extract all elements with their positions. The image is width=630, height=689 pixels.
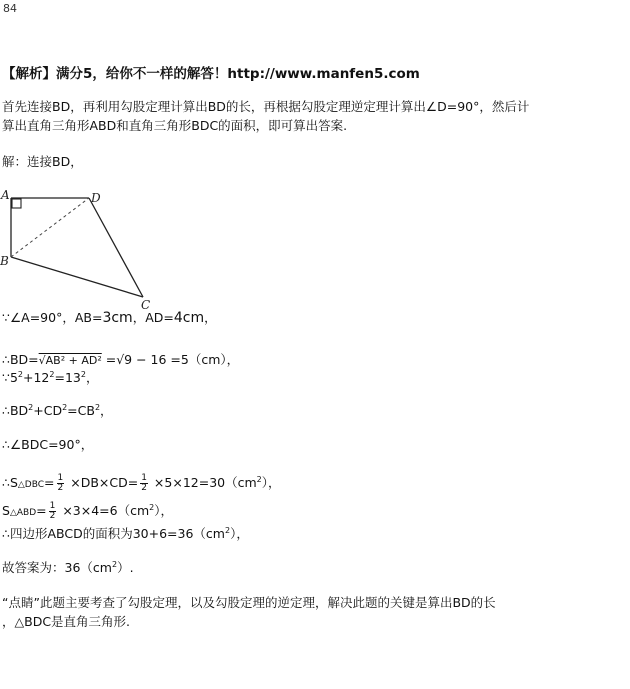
final-answer bbox=[2, 558, 134, 576]
answer-prefix: 故答案为：36（cm bbox=[2, 560, 112, 575]
frac-num-3: 1 bbox=[49, 501, 56, 511]
frac-num-2: 1 bbox=[141, 473, 147, 483]
area-abd-mid: ×3×4=6（cm bbox=[58, 503, 150, 518]
total-area-close: ）， bbox=[230, 526, 249, 541]
side-bc bbox=[11, 257, 143, 297]
area-abd-eq: = bbox=[36, 503, 47, 518]
total-area-text: ∴四边形ABCD的面积为30+6=36（cm bbox=[2, 526, 225, 541]
area-dbc-unit-sup: 2 bbox=[256, 474, 262, 484]
fraction-half-2 bbox=[140, 474, 148, 493]
vertex-label-a: A bbox=[1, 188, 10, 202]
vertex-label-c: C bbox=[141, 298, 151, 310]
fraction-half bbox=[57, 474, 65, 493]
answer-sup: 2 bbox=[111, 559, 118, 569]
area-dbc-end: ×5×12=30（cm bbox=[149, 475, 257, 490]
area-dbc-sub: △DBC bbox=[17, 480, 45, 490]
step-total-area bbox=[2, 524, 249, 542]
frac-den-3: 2 bbox=[49, 511, 56, 521]
rel-sup3: 2 bbox=[94, 402, 101, 412]
area-dbc-mid: ×DB×CD= bbox=[66, 475, 139, 490]
intro-line-2: 算出直角三角形ABD和直角三角形BDC的面积，即可算出答案. bbox=[2, 118, 348, 133]
given-prefix: ∵∠A=90°，AB= bbox=[2, 310, 103, 325]
pyth-five: ∵5 bbox=[2, 370, 18, 385]
analysis-bracket-label: 【解析】 bbox=[2, 66, 56, 82]
bd-result: =√9 − 16 =5（cm）， bbox=[101, 352, 240, 367]
step-bd-cd-relation bbox=[2, 401, 113, 419]
pyth-sup-a: 2 bbox=[17, 369, 23, 379]
area-abd-sub: △ABD bbox=[9, 508, 37, 518]
area-abd-close: ）， bbox=[154, 503, 174, 518]
analysis-header bbox=[2, 62, 420, 82]
pyth-thirteen: =13 bbox=[54, 370, 81, 385]
side-dc bbox=[89, 198, 143, 297]
step-area-dbc bbox=[2, 473, 281, 493]
given-ad: 4cm bbox=[173, 310, 205, 326]
frac-num: 1 bbox=[57, 473, 64, 483]
rel-cb: =CB bbox=[67, 403, 95, 418]
site-slogan: 满分5，给你不一样的解答！http://www.manfen5.com bbox=[56, 66, 420, 82]
area-dbc-s: ∴S bbox=[2, 475, 18, 490]
step-angle-bdc: ∴∠BDC=90°， bbox=[2, 437, 94, 452]
rel-sup1: 2 bbox=[28, 402, 34, 412]
pyth-end: ， bbox=[85, 370, 99, 385]
given-end: ， bbox=[204, 310, 217, 325]
bd-sqrt: √AB² + AD² bbox=[38, 354, 102, 367]
vertex-label-b: B bbox=[0, 254, 9, 268]
step-pythagorean-check bbox=[2, 368, 98, 386]
right-angle-mark bbox=[12, 199, 21, 208]
rel-sup2: 2 bbox=[62, 402, 68, 412]
bd-prefix: ∴BD= bbox=[2, 352, 39, 367]
answer-close: ）. bbox=[117, 560, 134, 575]
total-area-sup: 2 bbox=[224, 525, 231, 535]
step-area-abd bbox=[2, 501, 173, 521]
step-bd-length bbox=[2, 350, 239, 368]
area-dbc-eq: = bbox=[44, 475, 55, 490]
intro-line-1: 首先连接BD，再利用勾股定理计算出BD的长，再根据勾股定理逆定理计算出∠D=90°，然后计 bbox=[2, 99, 530, 114]
area-abd-s: S bbox=[2, 503, 10, 518]
frac-den: 2 bbox=[57, 483, 64, 493]
comment-line-2: ，△BDC是直角三角形. bbox=[2, 614, 131, 629]
area-abd-unit-sup: 2 bbox=[149, 502, 155, 512]
pyth-sup-c: 2 bbox=[80, 369, 86, 379]
pyth-sup-b: 2 bbox=[49, 369, 55, 379]
diagonal-bd bbox=[11, 198, 89, 257]
pyth-twelve: +12 bbox=[23, 370, 50, 385]
area-dbc-close: ）， bbox=[261, 475, 281, 490]
frac-den-2: 2 bbox=[141, 483, 147, 493]
fraction-half-3 bbox=[49, 502, 57, 521]
rel-bd: ∴BD bbox=[2, 403, 29, 418]
page-number: 84 bbox=[3, 2, 17, 15]
rel-cd: +CD bbox=[33, 403, 63, 418]
intro-paragraph bbox=[2, 97, 529, 135]
vertex-label-d: D bbox=[91, 191, 101, 205]
given-mid: ，AD= bbox=[132, 310, 174, 325]
quadrilateral-figure bbox=[0, 185, 170, 310]
rel-end: ， bbox=[100, 403, 113, 418]
comment-paragraph bbox=[2, 593, 496, 631]
step-given bbox=[2, 308, 217, 326]
solution-start: 解：连接BD， bbox=[2, 154, 83, 169]
comment-line-1: “点睛”此题主要考查了勾股定理，以及勾股定理的逆定理，解决此题的关键是算出BD的长 bbox=[2, 595, 496, 610]
given-ab: 3cm bbox=[102, 310, 133, 326]
